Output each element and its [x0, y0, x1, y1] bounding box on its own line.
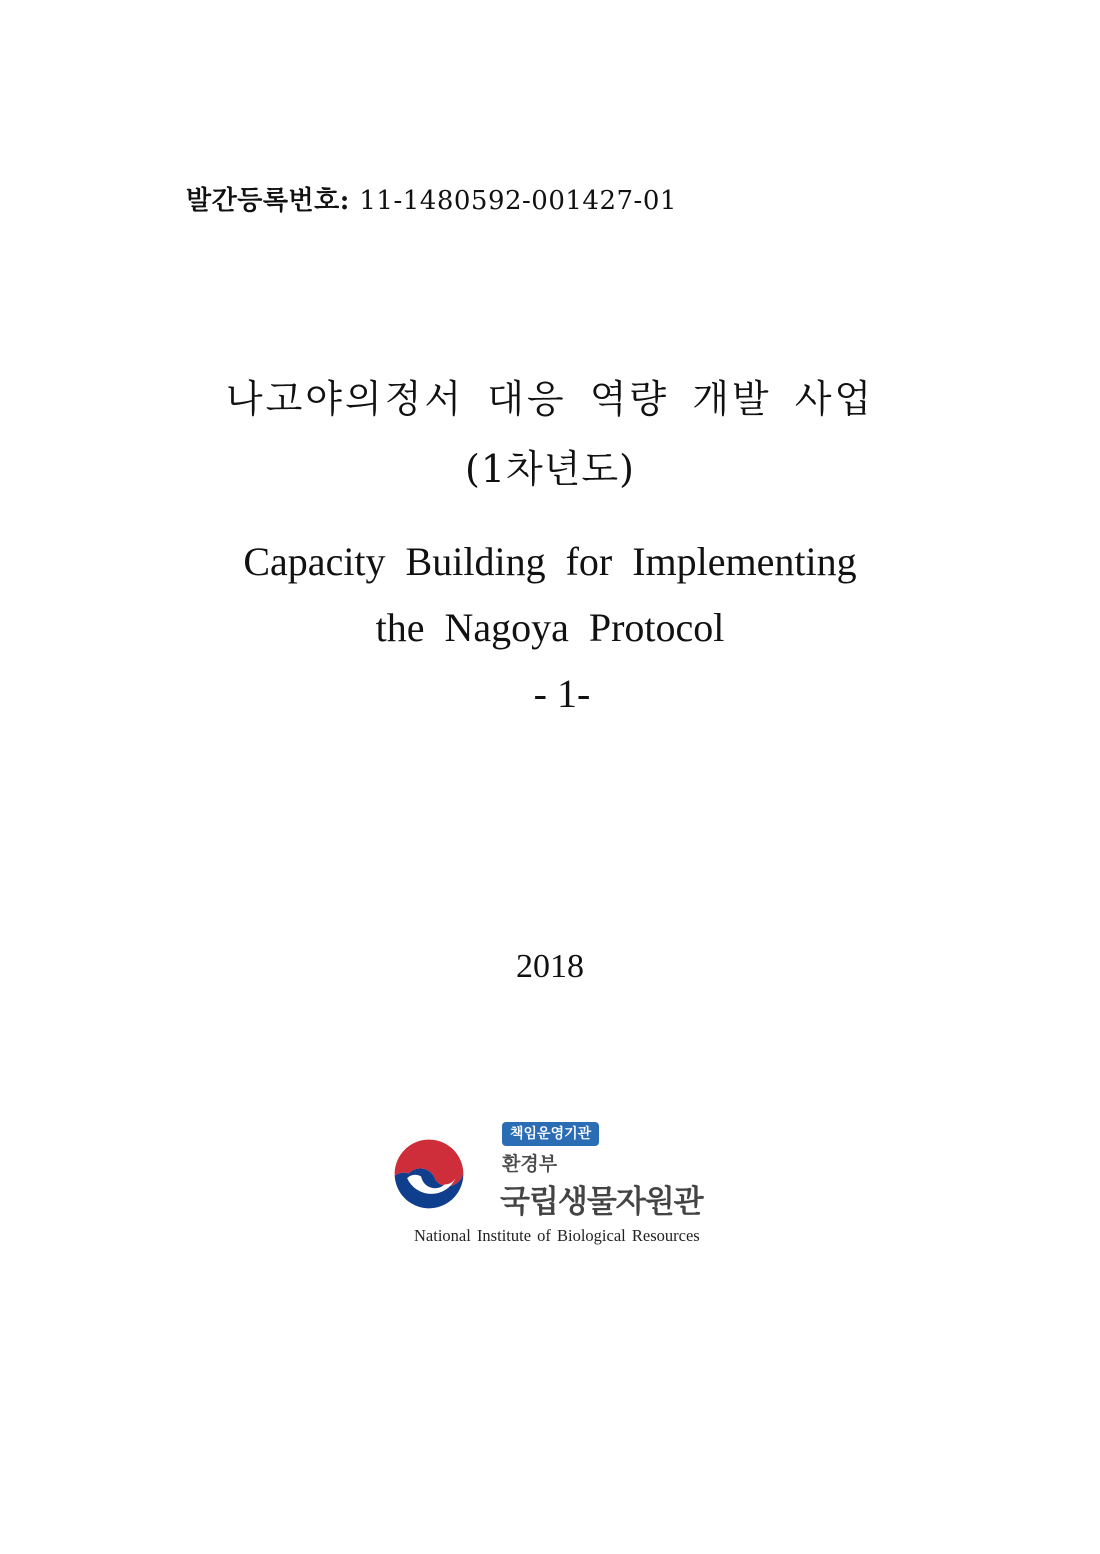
- korean-title-line-1: 나고야의정서 대응 역량 개발 사업: [225, 377, 875, 421]
- agency-badge: 책임운영기관: [502, 1122, 599, 1146]
- english-title-volume: - 1-: [533, 671, 591, 716]
- registration-value: 11-1480592-001427-01: [359, 186, 677, 216]
- english-title-line-2: the Nagoya Protocol: [375, 605, 725, 650]
- institute-name-korean: 국립생물자원관: [500, 1184, 703, 1220]
- publication-year: 2018: [516, 948, 584, 985]
- korean-title-line-2: (1차년도): [465, 447, 635, 491]
- taegeuk-emblem-icon: [390, 1133, 468, 1211]
- english-title-line-1: Capacity Building for Implementing: [243, 539, 857, 584]
- institution-logo: [388, 1118, 718, 1258]
- ministry-name: 환경부: [502, 1153, 558, 1175]
- institute-name-english: National Institute of Biological Resources: [414, 1226, 700, 1245]
- registration-number: [186, 180, 677, 217]
- registration-label: 발간등록번호:: [186, 186, 350, 216]
